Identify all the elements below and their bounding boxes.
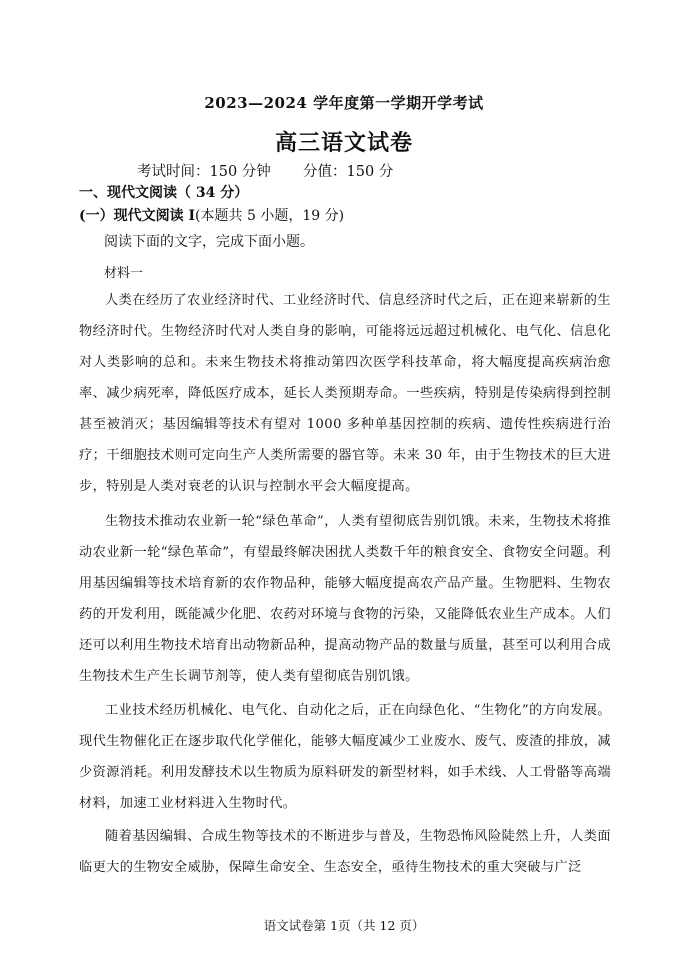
subject-title: 高三语文试卷 <box>274 130 413 156</box>
passage-paragraph: 生物技术推动农业新一轮“绿色革命”，人类有望彻底告别饥饿。未来，生物技术将推动农业新一轮“绿色革命”，有望最终解决困扰人类数千年的粮食安全、食物安全问题。利用基因编辑等技术培育新的农作物品种，能够大幅度提高农产品产量。生物肥料、生物农药的开发利用，既能减少化肥、农药对环境与食物的污染，又能降低农业生产成本。人们还可以利用生物技术培育出动物新品种，提高动物产品的数量与质量，甚至可以利用合成生物技术生产生长调节剂等，使人类有望彻底告别饥饿。 <box>79 514 611 684</box>
passage-paragraph: 人类在经历了农业经济时代、工业经济时代、信息经济时代之后，正在迎来崭新的生物经济时代。生物经济时代对人类自身的影响，可能将远远超过机械化、电气化、信息化对人类影响的总和。未来生物技术将推动第四次医学科技革命，将大幅度提高疾病治愈率、减少病死率，降低医疗成本，延长人类预期寿命。一些疾病，特别是传染病得到控制甚至被消灭；基因编辑等技术有望对 1000 多种单基因控制的疾病、遗传性疾病进行治疗；干细胞技术则可定向生产人类所需要的器官等。未来 30 年，由于生物技术的巨大进步，特别是人类对衰老的认识与控制水平会大幅度提高。 <box>79 293 611 494</box>
subsection-note: (本题共 5 小题，19 分) <box>195 208 345 224</box>
material-label: 材料一 <box>104 266 144 281</box>
section-heading: 一、现代文阅读（ 34 分） <box>79 185 249 201</box>
exam-title: 2023—2024 学年度第一学期开学考试 <box>204 94 484 112</box>
page-footer: 语文试卷第 1页（共 12 页） <box>263 918 425 933</box>
reading-instruction: 阅读下面的文字，完成下面小题。 <box>104 234 314 250</box>
subsection-title: (一）现代文阅读 I <box>79 208 196 224</box>
exam-info: 考试时间：150 分钟 分值：150 分 <box>137 164 394 180</box>
passage-paragraph: 随着基因编辑、合成生物等技术的不断进步与普及，生物恐怖风险陡然上升，人类面临更大的生物安全威胁，保障生命安全、生态安全，亟待生物技术的重大突破与广泛 <box>79 829 611 875</box>
subsection-heading <box>79 205 344 225</box>
passage-paragraph: 工业技术经历机械化、电气化、自动化之后，正在向绿色化、“生物化”的方向发展。现代生物催化正在逐步取代化学催化，能够大幅度减少工业废水、废气、废渣的排放，减少资源消耗。利用发酵技术以生物质为原料研发的新型材料，如手术线、人工骨骼等高端材料，加速工业材料进入生物时代。 <box>79 703 611 811</box>
